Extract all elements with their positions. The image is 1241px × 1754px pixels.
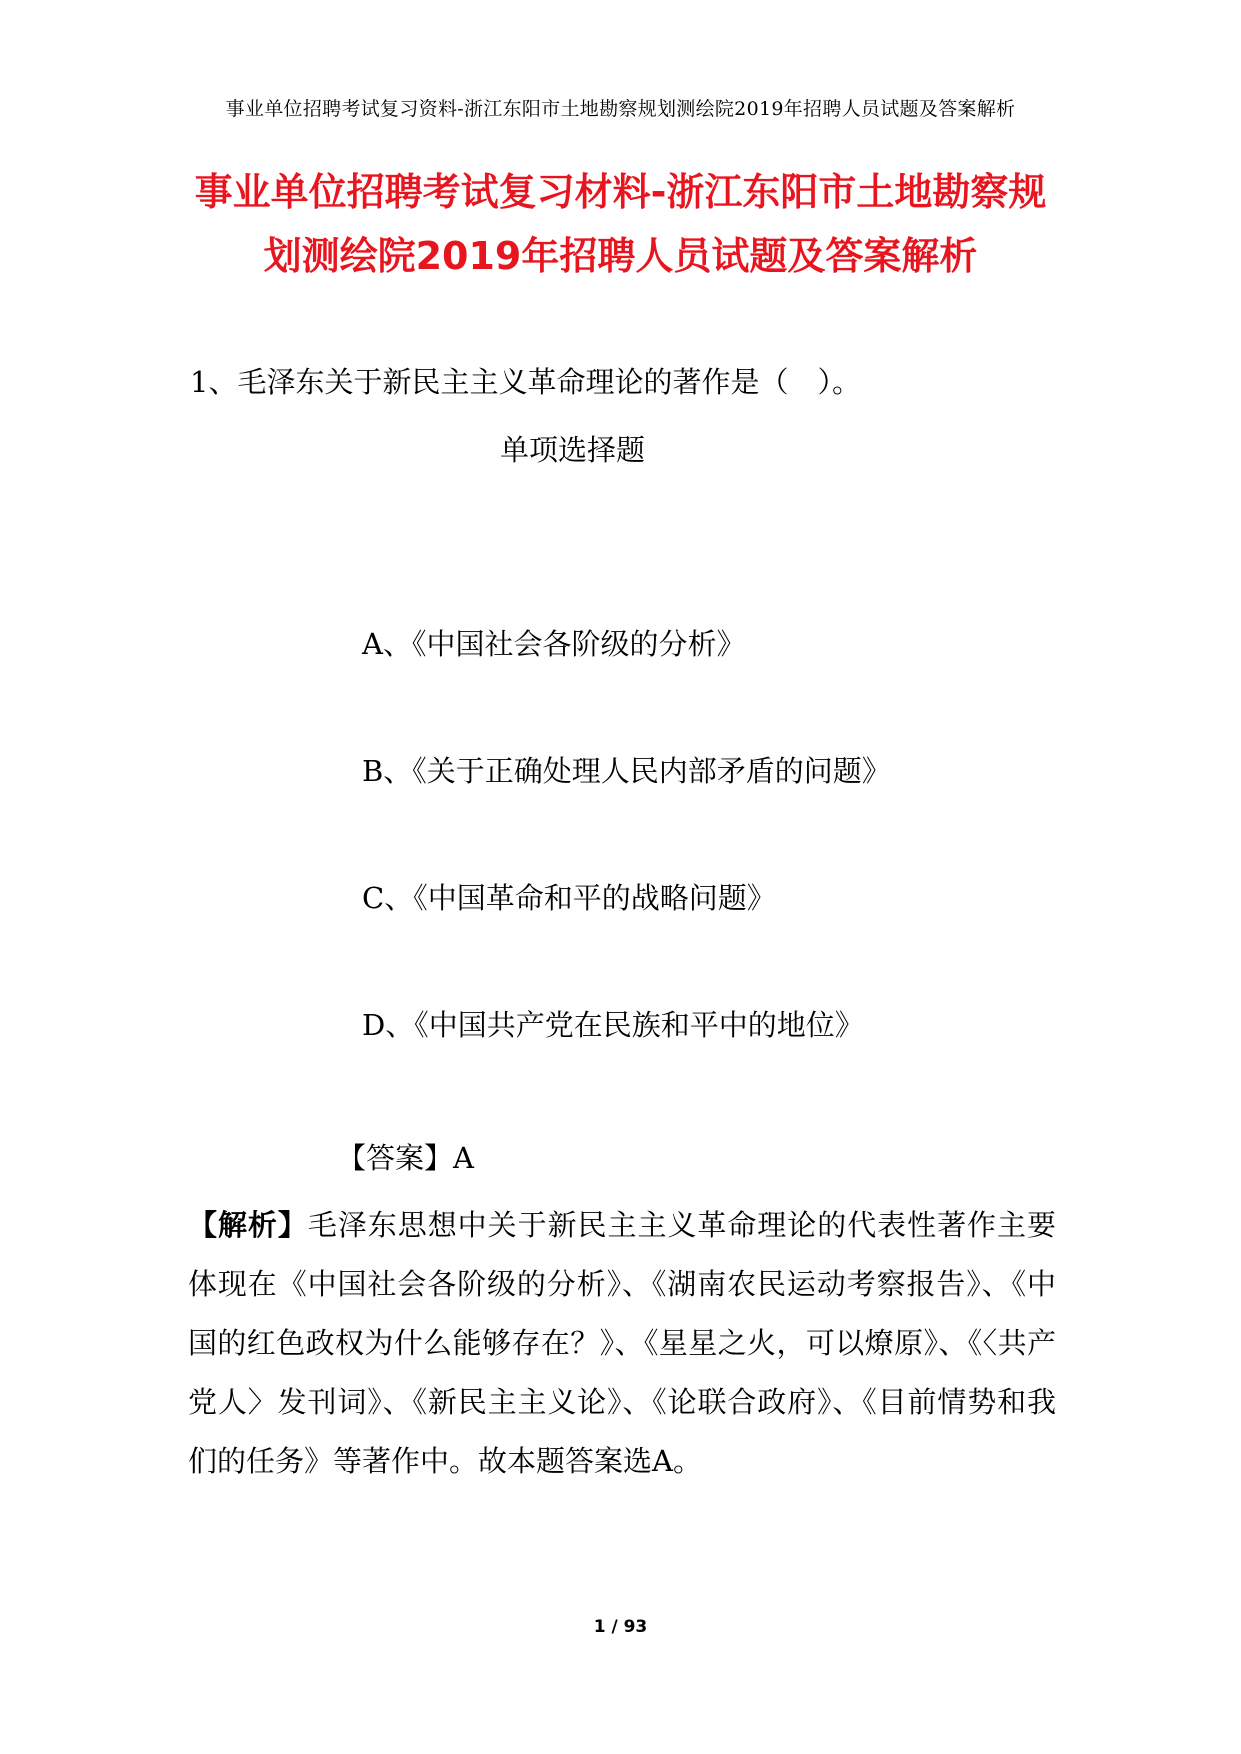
document-title-line-1: 事业单位招聘考试复习材料-浙江东阳市土地勘察规 — [194, 170, 1047, 214]
option-b: B、《关于正确处理人民内部矛盾的问题》 — [362, 754, 891, 788]
analysis-text: 毛泽东思想中关于新民主主义革命理论的代表性著作主要体现在《中国社会各阶级的分析》、《湖南农民运动考察报告》、《中国的红色政权为什么能够存在？》、《星星之火，可以燎原》、《〈共产党人〉发刊词》、《新民主主义论》、《论联合政府》、《目前情势和我们的任务》等著作中。故本题答案选A。 — [188, 1208, 1056, 1478]
document-title — [150, 160, 1091, 288]
page-number: 1 / 93 — [593, 1617, 648, 1637]
option-a: A、《中国社会各阶级的分析》 — [362, 627, 746, 661]
document-title-line-2: 划测绘院2019年招聘人员试题及答案解析 — [263, 234, 978, 278]
running-header: 事业单位招聘考试复习资料-浙江东阳市土地勘察规划测绘院2019年招聘人员试题及答案解析 — [225, 98, 1016, 120]
option-d: D、《中国共产党在民族和平中的地位》 — [362, 1008, 864, 1042]
question-text: 1、毛泽东关于新民主主义革命理论的著作是（ ）。 — [190, 365, 861, 399]
question-type: 单项选择题 — [500, 433, 646, 467]
analysis-label: 【解析】 — [188, 1208, 308, 1242]
answer: 【答案】A — [337, 1141, 474, 1175]
option-c: C、《中国革命和平的战略问题》 — [362, 881, 776, 915]
analysis-paragraph — [188, 1196, 1056, 1491]
